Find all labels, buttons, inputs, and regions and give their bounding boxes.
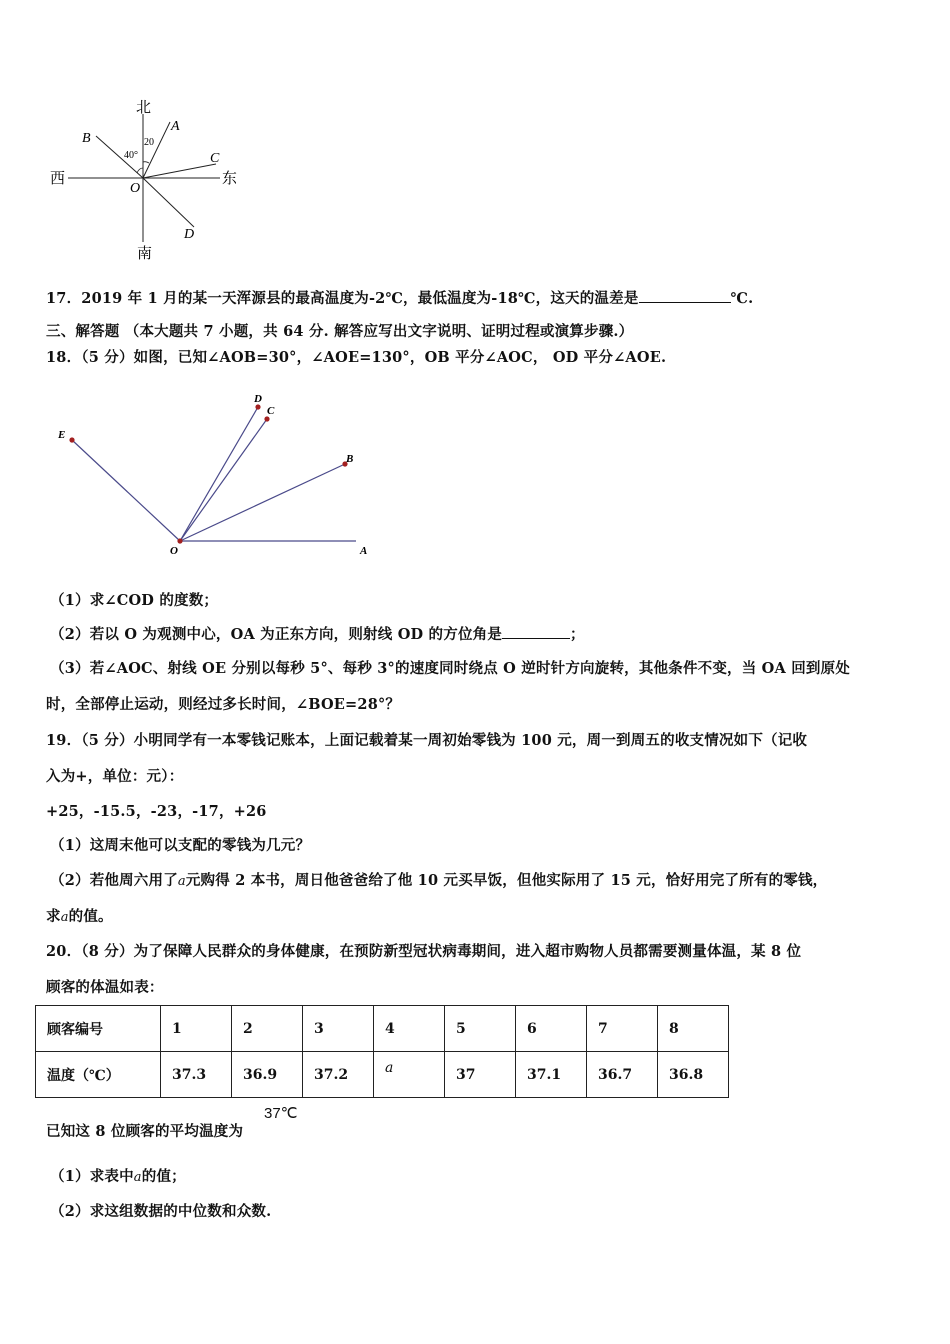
label-o: O [130,181,141,196]
q18-part-2 [50,623,585,644]
label-o: O [170,545,178,557]
question-17 [46,287,753,308]
angle-arc-40 [137,168,143,173]
point-d [255,404,260,409]
point-e [69,437,74,442]
q18-part-1: （1）求∠COD 的度数； [50,592,219,609]
table-cell-id: 5 [445,1006,516,1052]
table-cell-temp: 37.2 [303,1052,374,1098]
q19-part-2-b: 元购得 2 本书，周日他爸爸给了他 10 元买早饭，但他实际用了 15 元，恰好用完了所有的零钱， [185,872,828,889]
q19-part-2-c: 求 [46,908,61,925]
q17-answer-blank[interactable] [639,288,731,303]
label-c: C [267,405,275,417]
q18-part-2-text: （2）若以 O 为观测中心，OA 为正东方向，则射线 OD 的方位角是 [50,626,503,643]
ray-oa [143,122,170,178]
table-cell-temp: 37 [445,1052,516,1098]
label-c: C [210,151,220,166]
q20-line-1: 20．（8 分）为了保障人民群众的身体健康，在预防新型冠状病毒期间，进入超市购物人员都需要测量体温，某 8 位 [46,943,802,960]
section-3-heading: 三、解答题 （本大题共 7 小题，共 64 分. 解答应写出文字说明、证明过程或演算步骤.） [46,323,634,340]
label-east: 东 [222,171,238,187]
label-d: D [254,393,262,405]
q20-part-1 [50,1165,186,1186]
label-b: B [346,453,354,465]
point-c [264,416,269,421]
table-cell-temp: 37.1 [516,1052,587,1098]
table-row-label: 温度（℃） [36,1052,161,1098]
table-cell-id: 7 [587,1006,658,1052]
label-a: A [171,119,180,134]
q20-var-a: a [133,1170,142,1185]
q20-average-value: 37℃ [264,1105,298,1122]
question-18: 18．（5 分）如图，已知∠AOB=30°，∠AOE=130°，OB 平分∠AOC， OD 平分∠AOE. [46,349,667,366]
table-row-temps [36,1052,729,1098]
point-o [177,538,182,543]
q17-text: 17．2019 年 1 月的某一天浑源县的最高温度为-2℃，最低温度为-18℃，这天的温差是 [46,290,639,307]
q18-figure [50,388,380,563]
table-cell-id: 4 [374,1006,445,1052]
q19-values: +25，-15.5，-23，-17，+26 [46,803,267,820]
q19-part-2 [50,869,827,890]
ray-oc [143,164,216,178]
table-cell-id: 2 [232,1006,303,1052]
label-b: B [82,131,91,146]
q19-part-2-line-2 [46,905,113,926]
q19-part-2-a: （2）若他周六用了 [50,872,178,889]
ray-od [180,407,258,541]
q20-part-2: （2）求这组数据的中位数和众数. [50,1203,272,1220]
ray-oc [180,419,267,541]
q19-var-a-2: a [60,910,69,925]
table-header-label: 顾客编号 [36,1006,161,1052]
table-cell-temp: 36.9 [232,1052,303,1098]
compass-figure [40,92,250,262]
q18-part-3-line-2: 时，全部停止运动，则经过多长时间，∠BOE=28°？ [46,696,401,713]
ray-oe [72,440,180,541]
table-cell-id: 3 [303,1006,374,1052]
label-west: 西 [50,171,66,187]
ray-od [143,178,194,227]
q19-line-2: 入为+，单位：元）： [46,768,184,785]
temperature-table [35,1005,729,1098]
table-cell-id: 6 [516,1006,587,1052]
table-row-ids [36,1006,729,1052]
q18-part-2-end: ； [570,626,585,643]
table-cell-temp: 36.7 [587,1052,658,1098]
table-cell-temp-unknown: a [374,1052,445,1098]
q20-line-2: 顾客的体温如表： [46,979,164,996]
label-a: A [360,545,368,557]
ray-ob [180,464,345,541]
q19-var-a: a [177,874,186,889]
q20-average-text: 已知这 8 位顾客的平均温度为 [46,1123,244,1140]
q18-part-3-line-1: （3）若∠AOC、射线 OE 分别以每秒 5°、每秒 3°的速度同时绕点 O 逆时针方向旋转，其他条件不变，当 OA 回到原处 [50,660,851,677]
q19-line-1: 19．（5 分）小明同学有一本零钱记账本，上面记载着某一周初始零钱为 100 元，周一到周五的收支情况如下（记收 [46,732,808,749]
table-cell-id: 8 [658,1006,729,1052]
q19-part-2-d: 的值。 [68,908,113,925]
label-angle-40: 40° [124,150,138,161]
q20-part-1-b: 的值； [141,1168,186,1185]
label-north: 北 [136,100,152,116]
label-angle-20: 20 [144,137,154,148]
table-cell-id: 1 [161,1006,232,1052]
label-south: 南 [137,246,153,262]
label-d: D [184,227,195,242]
q20-part-1-a: （1）求表中 [50,1168,134,1185]
q18-answer-blank[interactable] [502,624,570,639]
table-cell-temp: 37.3 [161,1052,232,1098]
table-cell-temp: 36.8 [658,1052,729,1098]
q17-unit: ℃. [730,290,754,307]
q19-part-1: （1）这周末他可以支配的零钱为几元？ [50,837,311,854]
label-e: E [58,429,66,441]
angle-arc-20 [143,162,149,163]
